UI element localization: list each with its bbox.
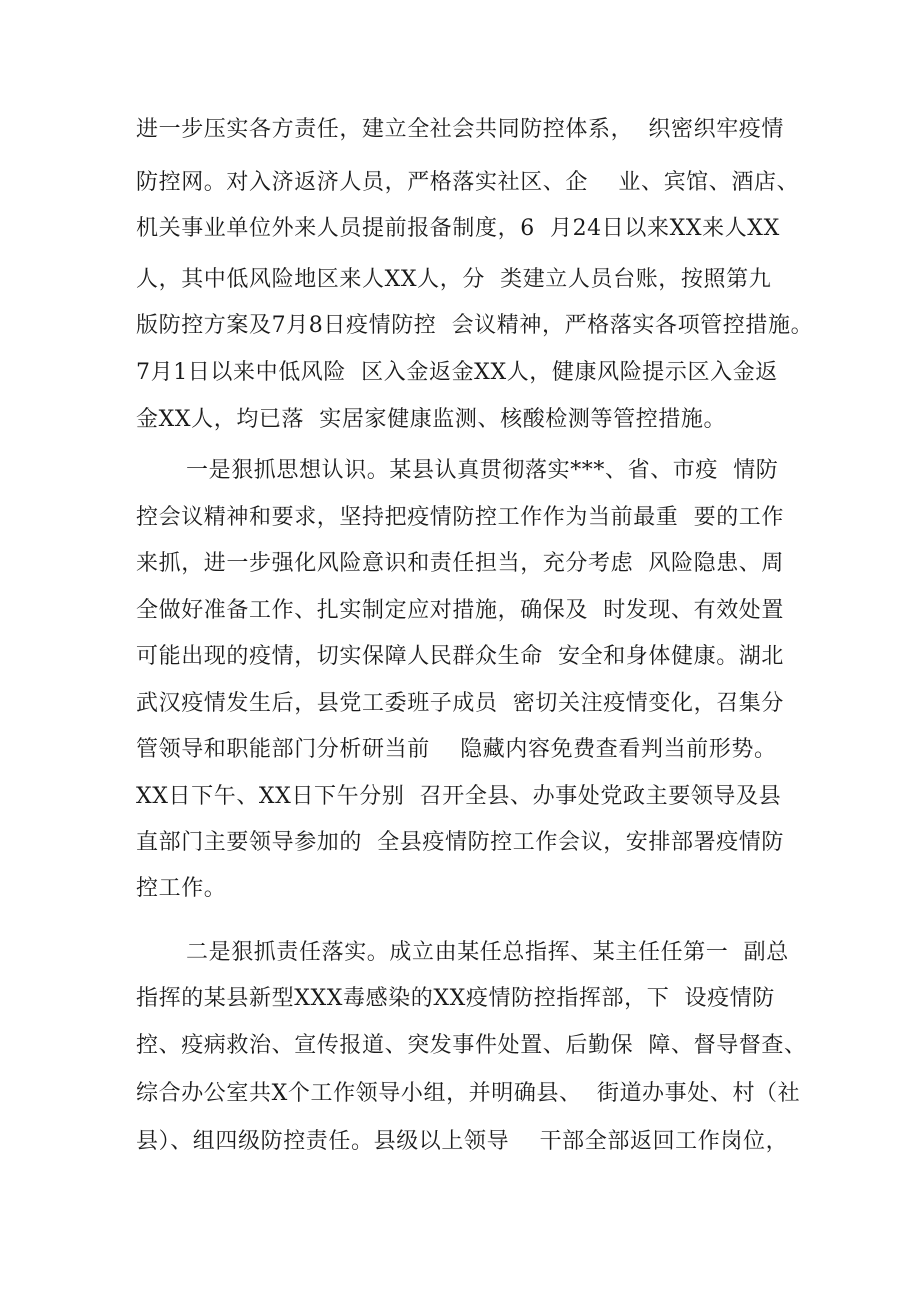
paragraph-3-line-5: 县）、组四级防控责任。县级以上领导 干部全部返回工作岗位，: [136, 1129, 789, 1154]
paragraph-2-line-3: 来抓，进一步强化风险意识和责任担当，充分考虑 风险隐患、周: [136, 551, 784, 576]
paragraph-1-line-4: 人，其中低风险地区来人XX人，分 类建立人员台账，按照第九: [136, 267, 772, 292]
paragraph-2-line-8: XX日下午、XX日下午分别 召开全县、办事处党政主要领导及县: [136, 784, 782, 809]
paragraph-3-line-1: 二是狠抓责任落实。成立由某任总指挥、某主任任第一 副总: [186, 940, 789, 965]
paragraph-1-line-7: 金XX人，均已落 实居家健康监测、核酸检测等管控措施。: [136, 407, 727, 432]
paragraph-3-line-3: 控、疫病救治、宣传报道、突发事件处置、后勤保 障、督导督查、: [136, 1033, 807, 1058]
paragraph-3-line-2: 指挥的某县新型XXX毒感染的XX疫情防控指挥部，下 设疫情防: [136, 986, 775, 1011]
paragraph-2-line-1: 一是狠抓思想认识。某县认真贯彻落实***、省、市疫 情防: [186, 458, 779, 483]
paragraph-2-line-4: 全做好准备工作、扎实制定应对措施，确保及 时发现、有效处置: [136, 598, 784, 623]
paragraph-1-line-1: 进一步压实各方责任，建立全社会共同防控体系， 织密织牢疫情: [136, 117, 784, 142]
paragraph-2-line-9: 直部门主要领导参加的 全县疫情防控工作会议，安排部署疫情防: [136, 830, 784, 855]
paragraph-2-line-10: 控工作。: [136, 876, 227, 901]
paragraph-3-line-4: 综合办公室共X个工作领导小组，并明确县、 街道办事处、村（社: [136, 1081, 801, 1106]
paragraph-1-line-3: 机关事业单位外来人员提前报备制度，6 月24日以来XX来人XX: [136, 216, 780, 241]
paragraph-1-line-2: 防控网。对入济返济人员，严格落实社区、企 业、宾馆、酒店、: [136, 170, 800, 195]
paragraph-2-line-2: 控会议精神和要求，坚持把疫情防控工作作为当前最重 要的工作: [136, 505, 784, 530]
paragraph-1-line-5: 版防控方案及7月8日疫情防控 会议精神，严格落实各项管控措施。: [136, 313, 814, 338]
paragraph-1-line-6: 7月1日以来中低风险 区入金返金XX人，健康风险提示区入金返: [136, 360, 778, 385]
paragraph-2-line-5: 可能出现的疫情，切实保障人民群众生命 安全和身体健康。湖北: [136, 644, 784, 669]
paragraph-2-line-7: 管领导和职能部门分析研当前 隐藏内容免费查看判当前形势。: [136, 737, 777, 762]
paragraph-2-line-6: 武汉疫情发生后，县党工委班子成员 密切关注疫情变化，召集分: [136, 691, 784, 716]
